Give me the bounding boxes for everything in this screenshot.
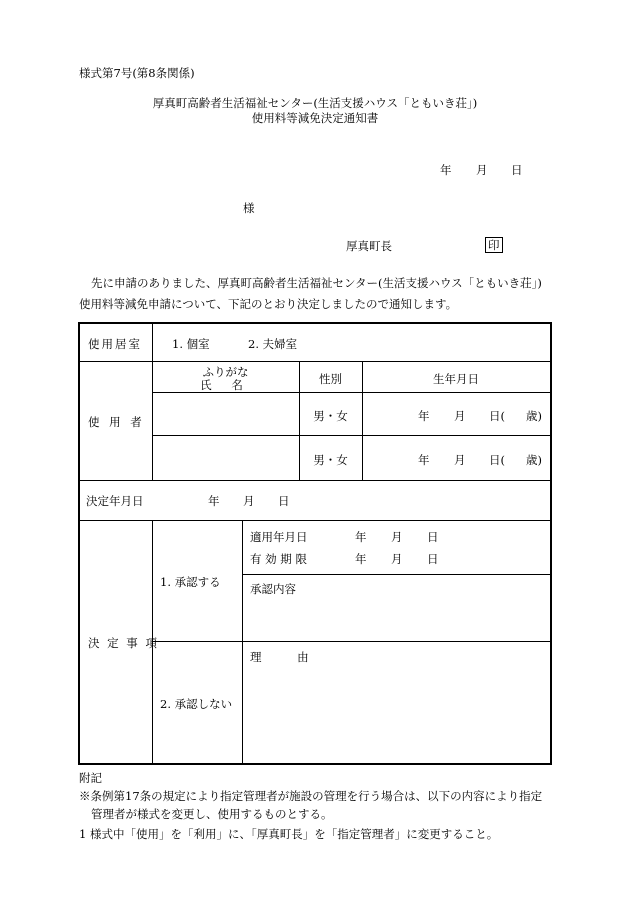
decision-items-label: 決 定 事 項	[88, 636, 159, 650]
col-divider	[242, 520, 243, 763]
dob-header: 生年月日	[433, 372, 479, 386]
apply-month: 月	[391, 530, 403, 544]
validity-day: 日	[427, 552, 439, 566]
row-divider	[152, 641, 550, 642]
date-day-label: 日	[511, 163, 523, 177]
body-line1: 先に申請のありました、厚真町高齢者生活福祉センター(生活支援ハウス「ともいき荘」)	[91, 276, 542, 290]
approve-option: 1. 承認する	[160, 575, 221, 589]
dob-age: 歳)	[526, 409, 542, 423]
decision-date-label: 決定年月日	[86, 494, 144, 508]
dob-month: 月	[454, 409, 466, 423]
decision-month: 月	[243, 494, 255, 508]
notes-title: 附記	[79, 771, 102, 785]
row-divider	[152, 435, 550, 436]
dob-day: 日(	[489, 409, 505, 423]
reason-label: 理 由	[250, 650, 325, 664]
row-divider	[80, 520, 550, 521]
room-label: 使用居室	[88, 337, 142, 351]
sex-value: 男・女	[313, 453, 348, 467]
approval-content-label: 承認内容	[250, 582, 296, 596]
apply-day: 日	[427, 530, 439, 544]
row-divider	[242, 574, 550, 575]
decision-day: 日	[278, 494, 290, 508]
apply-date-label: 適用年月日	[250, 530, 308, 544]
dob-age: 歳)	[526, 453, 542, 467]
addressee-honorific: 様	[243, 201, 255, 215]
seal-mark	[485, 237, 503, 253]
furigana-label: ふりがな	[202, 365, 249, 379]
note-1-line2: 管理者が様式を変更し、使用するものとする。	[91, 807, 333, 821]
decision-table	[78, 322, 552, 765]
dob-month: 月	[454, 453, 466, 467]
document-title-line1: 厚真町高齢者生活福祉センター(生活支援ハウス「ともいき荘」)	[152, 96, 478, 110]
name-header: 氏 名	[200, 378, 251, 392]
dob-year: 年	[418, 409, 430, 423]
date-year-label: 年	[440, 163, 452, 177]
dob-day: 日(	[489, 453, 505, 467]
room-option-couple: 2. 夫婦室	[248, 337, 298, 351]
seal-text: 印	[485, 237, 503, 253]
dob-year: 年	[418, 453, 430, 467]
form-number: 様式第7号(第8条関係)	[79, 66, 195, 80]
validity-year: 年	[355, 552, 367, 566]
row-divider	[80, 361, 550, 362]
note-2: 1 様式中「使用」を「利用」に、「厚真町長」を「指定管理者」に変更すること。	[79, 827, 499, 841]
note-1-line1: ※条例第17条の規定により指定管理者が施設の管理を行う場合は、以下の内容により指定	[79, 789, 543, 803]
sender-name: 厚真町長	[346, 239, 392, 253]
sex-value: 男・女	[313, 409, 348, 423]
validity-label: 有 効 期 限	[250, 552, 307, 566]
room-option-single: 1. 個室	[172, 337, 210, 351]
row-divider	[80, 480, 550, 481]
validity-month: 月	[391, 552, 403, 566]
sex-header: 性別	[319, 372, 342, 386]
col-divider	[152, 324, 153, 361]
not-approve-option: 2. 承認しない	[160, 697, 233, 711]
body-line2: 使用料等減免申請について、下記のとおり決定しましたので通知します。	[79, 297, 458, 311]
user-label: 使 用 者	[88, 415, 145, 429]
decision-year: 年	[208, 494, 220, 508]
date-month-label: 月	[476, 163, 488, 177]
document-title-line2: 使用料等減免決定通知書	[251, 111, 379, 125]
apply-year: 年	[355, 530, 367, 544]
